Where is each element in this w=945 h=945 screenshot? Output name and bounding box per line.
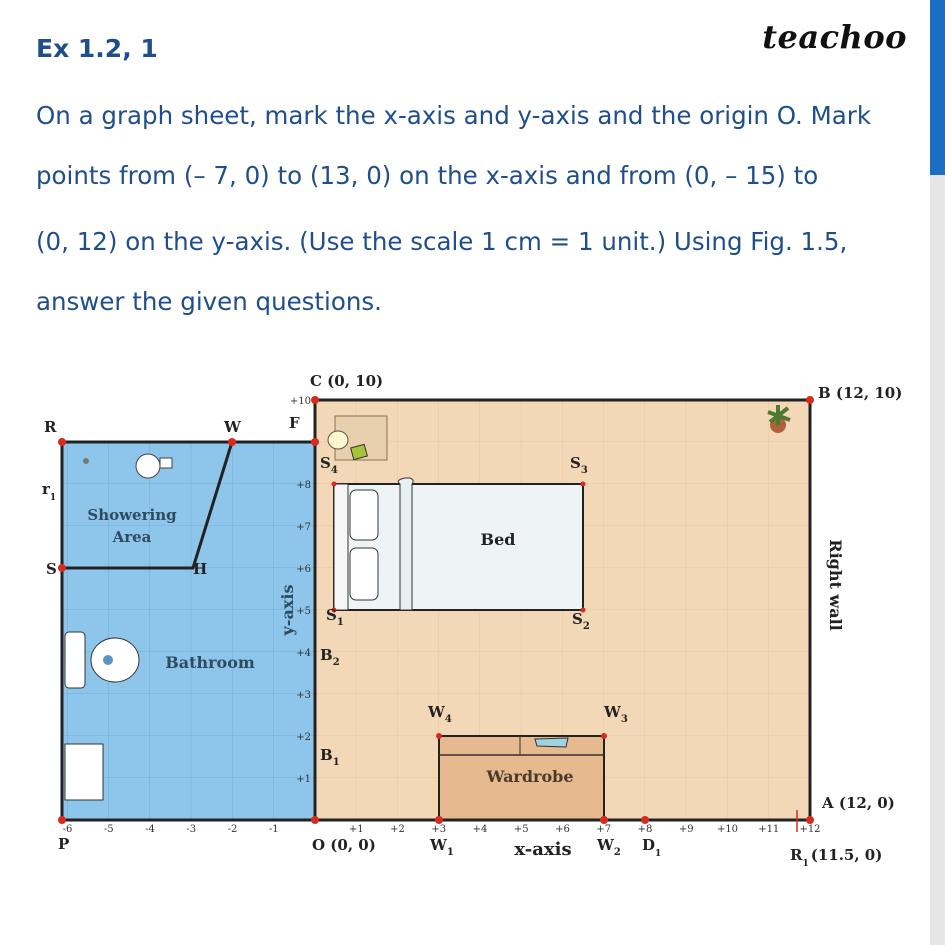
y-tick-label: +1 — [296, 774, 311, 785]
label-b2: $B_2$ — [320, 646, 340, 668]
teachoo-logo: teachoo — [762, 18, 907, 56]
sink-icon — [65, 744, 103, 800]
x-tick-label: +11 — [758, 824, 780, 835]
y-tick-label: +2 — [296, 732, 311, 743]
scrollbar[interactable] — [930, 0, 945, 945]
label-c: C (0, 10) — [310, 372, 384, 390]
question-line: On a graph sheet, mark the x-axis and y-axis and the origin O. Mark — [36, 101, 872, 130]
label-w3: $W_3$ — [604, 703, 628, 725]
label-o: O (0, 0) — [312, 836, 376, 854]
label-area: Area — [112, 528, 152, 546]
x-tick-label: +8 — [637, 824, 653, 835]
label-x-axis: x-axis — [514, 839, 572, 860]
label-w4: $W_4$ — [428, 703, 452, 725]
label-r1: $r_1$ — [42, 480, 57, 503]
label-f: F — [289, 414, 300, 432]
x-tick-label: -1 — [268, 824, 279, 835]
label-d1: $D_1$ — [642, 836, 662, 859]
y-tick-label: +7 — [296, 522, 311, 533]
scrollbar-thumb[interactable] — [930, 0, 945, 175]
label-b: B (12, 10) — [818, 384, 903, 402]
label-w2: $W_2$ — [597, 836, 621, 858]
x-tick-label: -3 — [186, 824, 197, 835]
label-r: R — [44, 418, 57, 436]
y-tick-label: +4 — [296, 648, 311, 659]
label-bathroom: Bathroom — [165, 653, 255, 672]
x-tick-label: +5 — [513, 824, 529, 835]
label-showering: Showering — [87, 506, 177, 524]
label-w1: $W_1$ — [430, 836, 454, 858]
x-tick-label: +1 — [348, 824, 364, 835]
question-line: points from (– 7, 0) to (13, 0) on the x-axis and from (0, – 15) to — [36, 161, 819, 190]
y-tick-label: +8 — [296, 480, 311, 491]
side-table — [328, 416, 387, 460]
y-tick-label: +3 — [296, 690, 311, 701]
y-tick-label: +10 — [289, 396, 311, 407]
x-tick-label: -6 — [62, 824, 73, 835]
x-tick-label: +4 — [472, 824, 488, 835]
x-tick-label: +3 — [431, 824, 447, 835]
y-tick-label: +5 — [296, 606, 311, 617]
y-tick-label: +6 — [296, 564, 311, 575]
x-tick-label: +9 — [678, 824, 694, 835]
x-tick-label: +6 — [555, 824, 570, 835]
label-wardrobe: Wardrobe — [486, 767, 574, 786]
label-bed: Bed — [480, 530, 516, 549]
x-tick-label: +10 — [716, 824, 739, 835]
label-y-axis: y-axis — [278, 584, 297, 636]
label-a: A (12, 0) — [822, 794, 895, 812]
x-tick-label: +7 — [596, 824, 612, 835]
question-line: (0, 12) on the y-axis. (Use the scale 1 cm = 1 unit.) Using Fig. 1.5, — [36, 227, 848, 256]
exercise-title: Ex 1.2, 1 — [36, 34, 158, 63]
question-line: answer the given questions. — [36, 287, 382, 316]
label-right-wall: Right wall — [826, 539, 845, 631]
label-p: P — [58, 835, 70, 853]
label-s3: $S_3$ — [570, 454, 588, 476]
label-s: S — [46, 560, 57, 578]
bed — [334, 478, 583, 610]
label-b1: $B_1$ — [320, 746, 340, 768]
label-w: W — [224, 418, 241, 436]
x-tick-label: -4 — [145, 824, 155, 835]
label-s2: $S_2$ — [572, 610, 590, 632]
label-s1: $S_1$ — [326, 606, 344, 628]
label-h: H — [193, 560, 208, 578]
label-s4: $S_4$ — [320, 454, 338, 476]
x-tick-label: +12 — [799, 824, 821, 835]
x-tick-label: +2 — [390, 824, 405, 835]
x-tick-label: -5 — [103, 824, 114, 835]
label-r1-point: $R_1$ (11.5, 0) — [790, 846, 883, 869]
x-tick-label: -2 — [227, 824, 238, 835]
